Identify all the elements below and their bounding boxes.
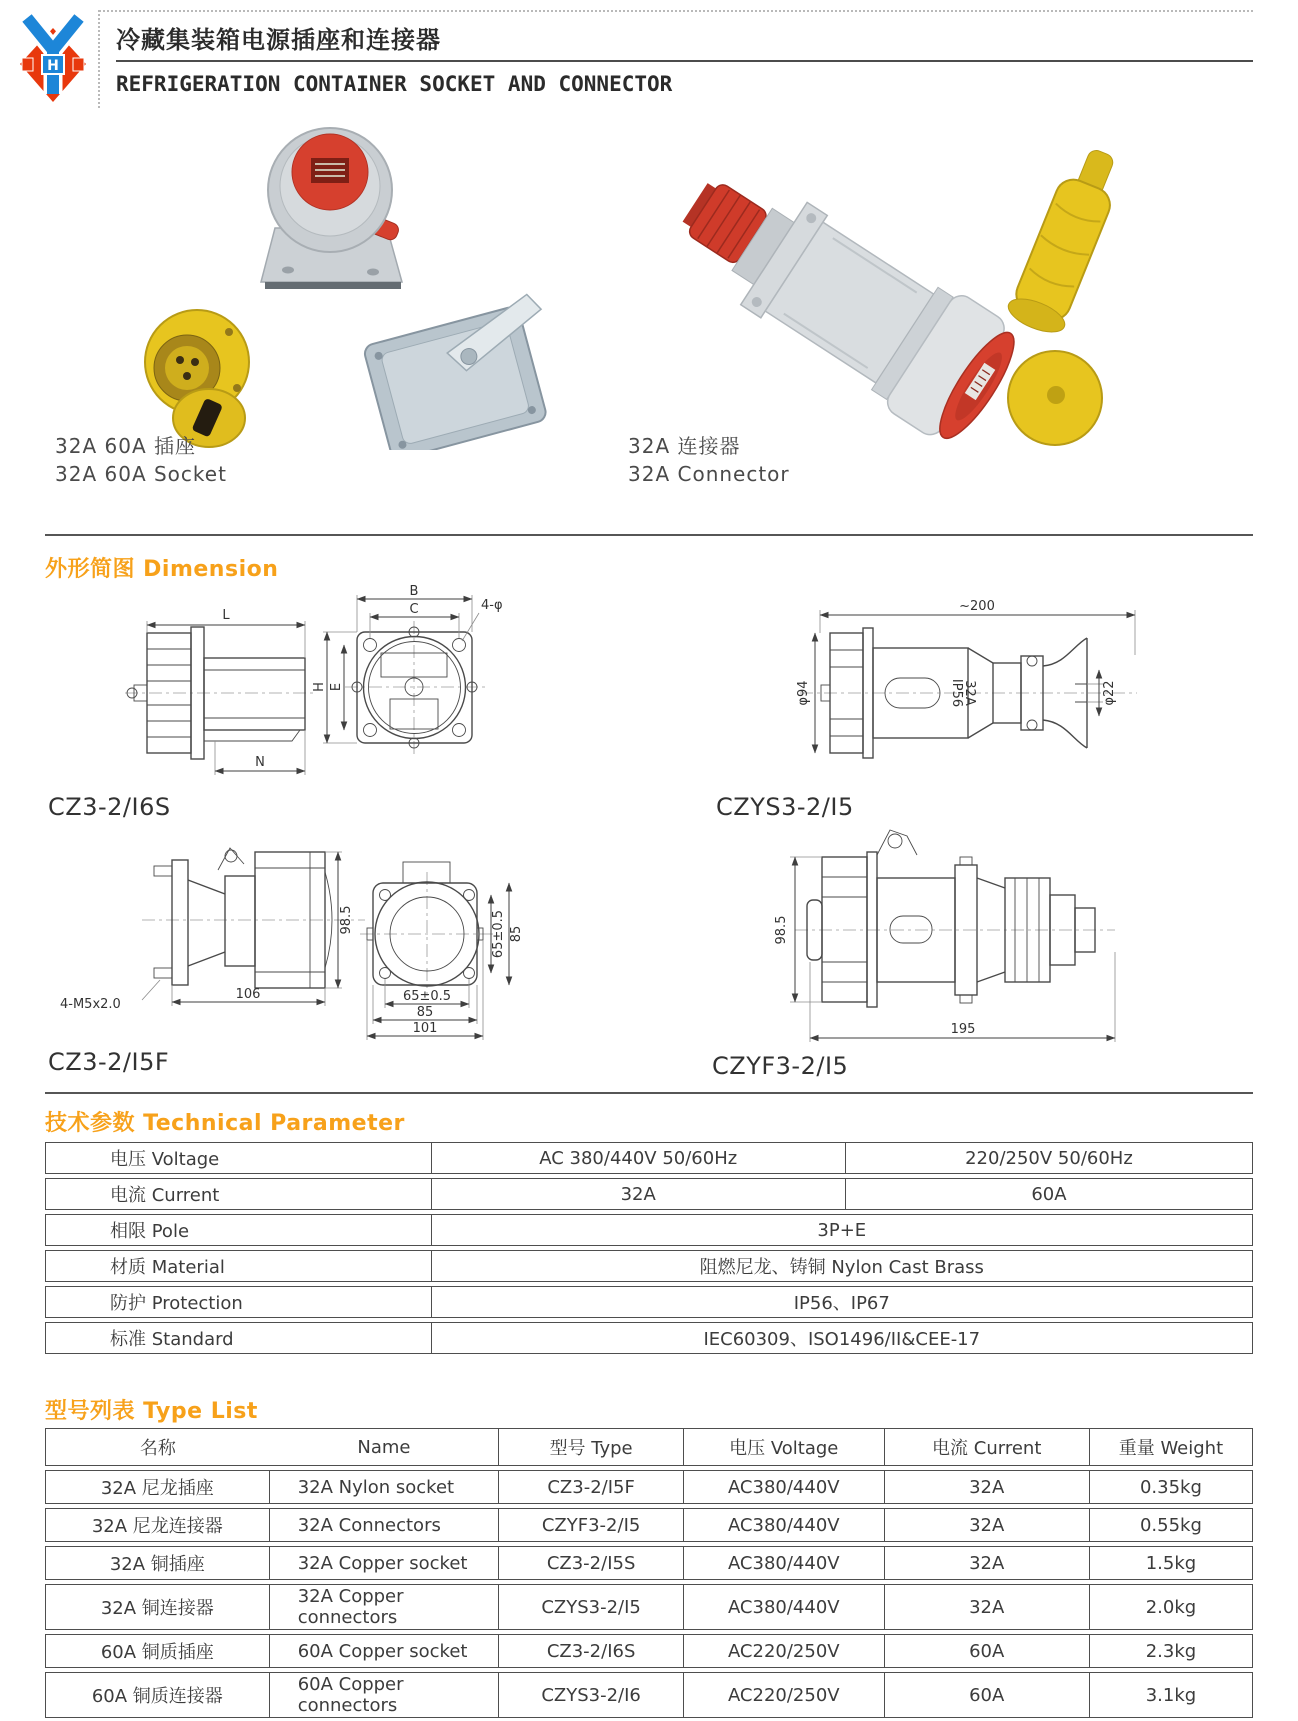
table-row xyxy=(45,1250,1253,1282)
param-label: 材质 Material xyxy=(45,1250,432,1282)
cell-voltage: AC220/250V xyxy=(684,1672,885,1718)
param-label: 电流 Current xyxy=(45,1178,432,1210)
section-heading-type-list: 型号列表 Type List xyxy=(45,1399,258,1424)
cell-voltage: AC380/440V xyxy=(684,1470,885,1504)
table-row xyxy=(45,1672,1253,1718)
table-row xyxy=(45,1546,1253,1580)
divider-photos-dimension xyxy=(45,534,1253,536)
logo-letter: H xyxy=(47,58,59,74)
cell-weight: 0.55kg xyxy=(1090,1508,1253,1542)
dim-label-e: E xyxy=(329,682,344,692)
dim-label-h: H xyxy=(312,682,327,692)
param-value: 阻燃尼龙、铸铜 Nylon Cast Brass xyxy=(432,1250,1253,1282)
caption-connector-en: 32A Connector xyxy=(628,462,790,486)
dim-label-65b: 65±0.5 xyxy=(402,989,452,1004)
cell-name-en: 60A Copper socket xyxy=(270,1634,500,1668)
col-header-weight: 重量 Weight xyxy=(1090,1428,1253,1466)
dim-label-phi22: φ22 xyxy=(1102,680,1117,706)
model-label-cz3-2-i6s: CZ3-2/I6S xyxy=(48,793,171,821)
page-title-en: REFRIGERATION CONTAINER SOCKET AND CONNECTOR xyxy=(116,72,673,96)
cell-name-en: 32A Connectors xyxy=(270,1508,500,1542)
drawing-czyf3-2-i5 xyxy=(655,800,1135,1048)
cell-name-zh: 32A 尼龙连接器 xyxy=(45,1508,270,1542)
yellow-plug-photo xyxy=(1004,141,1130,339)
table-row xyxy=(45,1214,1253,1246)
header-divider-dotted xyxy=(98,10,100,108)
cell-weight: 0.35kg xyxy=(1090,1470,1253,1504)
caption-socket-en: 32A 60A Socket xyxy=(55,462,227,486)
cell-current: 60A xyxy=(885,1634,1090,1668)
grey-socket-photo xyxy=(261,128,402,289)
table-row xyxy=(45,1470,1253,1504)
param-value: 220/250V 50/60Hz xyxy=(846,1142,1253,1174)
cell-type: CZ3-2/I6S xyxy=(499,1634,684,1668)
col-header-name-en: Name xyxy=(270,1428,500,1466)
cell-type: CZYS3-2/I6 xyxy=(499,1672,684,1718)
cell-name-zh: 32A 铜插座 xyxy=(45,1546,270,1580)
dim-label-101: 101 xyxy=(412,1021,438,1036)
col-header-current: 电流 Current xyxy=(885,1428,1090,1466)
cell-current: 32A xyxy=(885,1584,1090,1630)
dim-label-195: 195 xyxy=(950,1022,976,1037)
table-row xyxy=(45,1178,1253,1210)
section-heading-dimension: 外形简图 Dimension xyxy=(45,557,279,582)
param-label: 防护 Protection xyxy=(45,1286,432,1318)
cell-weight: 2.0kg xyxy=(1090,1584,1253,1630)
param-value: 3P+E xyxy=(432,1214,1253,1246)
drawing-cz3-2-i5f xyxy=(50,820,530,1048)
cell-name-zh: 60A 铜质连接器 xyxy=(45,1672,270,1718)
cell-name-en: 60A Copper connectors xyxy=(270,1672,500,1718)
table-row xyxy=(45,1584,1253,1630)
col-header-type: 型号 Type xyxy=(499,1428,684,1466)
grey-connector-photo xyxy=(658,144,1030,453)
model-label-czys3-2-i5: CZYS3-2/I5 xyxy=(716,793,854,821)
page-title-zh: 冷藏集装箱电源插座和连接器 xyxy=(116,26,441,54)
cell-voltage: AC380/440V xyxy=(684,1546,885,1580)
dim-label-4m5: 4-M5x2.0 xyxy=(60,997,121,1012)
photo-sockets-32a-60a xyxy=(125,110,565,450)
param-value: 32A xyxy=(432,1178,846,1210)
param-value: IP56、IP67 xyxy=(432,1286,1253,1318)
dim-label-985b: 98.5 xyxy=(774,915,789,945)
cell-type: CZYS3-2/I5 xyxy=(499,1584,684,1630)
blue-grey-socket-photo xyxy=(361,292,565,450)
cell-type: CZYF3-2/I5 xyxy=(499,1508,684,1542)
cell-voltage: AC380/440V xyxy=(684,1584,885,1630)
company-logo-icon xyxy=(12,12,94,106)
col-header-voltage: 电压 Voltage xyxy=(684,1428,885,1466)
dim-label-85b: 85 xyxy=(416,1005,434,1020)
model-label-cz3-2-i5f: CZ3-2/I5F xyxy=(48,1048,170,1076)
drawing-cz3-2-i6s xyxy=(115,583,525,793)
table-row xyxy=(45,1286,1253,1318)
model-label-czyf3-2-i5: CZYF3-2/I5 xyxy=(712,1052,849,1080)
marking-ip56: IP56 xyxy=(949,678,964,708)
table-header-row xyxy=(45,1428,1253,1466)
table-row xyxy=(45,1634,1253,1668)
table-row xyxy=(45,1322,1253,1354)
cell-current: 60A xyxy=(885,1672,1090,1718)
dim-label-106: 106 xyxy=(235,987,261,1002)
caption-connector-zh: 32A 连接器 xyxy=(628,434,741,458)
col-header-name-zh: 名称 xyxy=(45,1428,270,1466)
param-label: 相限 Pole xyxy=(45,1214,432,1246)
dim-label-200: ~200 xyxy=(959,599,995,614)
param-label: 电压 Voltage xyxy=(45,1142,432,1174)
dim-label-c: C xyxy=(409,602,419,617)
cell-name-zh: 32A 尼龙插座 xyxy=(45,1470,270,1504)
param-value: AC 380/440V 50/60Hz xyxy=(432,1142,846,1174)
cell-name-zh: 32A 铜连接器 xyxy=(45,1584,270,1630)
table-row xyxy=(45,1142,1253,1174)
cell-name-en: 32A Copper connectors xyxy=(270,1584,500,1630)
top-guide-line xyxy=(99,10,1253,12)
dim-label-4phi: 4-φ xyxy=(481,598,503,613)
drawing-czys3-2-i5 xyxy=(735,560,1155,760)
divider-dimension-technical xyxy=(45,1092,1253,1094)
cell-type: CZ3-2/I5F xyxy=(499,1470,684,1504)
cell-current: 32A xyxy=(885,1508,1090,1542)
table-row xyxy=(45,1508,1253,1542)
technical-parameter-table xyxy=(45,1138,1253,1358)
cell-weight: 2.3kg xyxy=(1090,1634,1253,1668)
param-value: 60A xyxy=(846,1178,1253,1210)
title-rule xyxy=(116,60,1253,62)
cell-voltage: AC220/250V xyxy=(684,1634,885,1668)
cell-weight: 1.5kg xyxy=(1090,1546,1253,1580)
marking-32a: 32A xyxy=(962,680,977,706)
dim-label-phi94: φ94 xyxy=(796,680,811,706)
yellow-cap-photo xyxy=(1008,351,1102,445)
dim-label-85v: 85 xyxy=(509,925,524,943)
cell-current: 32A xyxy=(885,1470,1090,1504)
caption-socket-zh: 32A 60A 插座 xyxy=(55,434,196,458)
dim-label-65v: 65±0.5 xyxy=(491,909,506,959)
cell-voltage: AC380/440V xyxy=(684,1508,885,1542)
type-list-table xyxy=(45,1424,1253,1721)
cell-name-zh: 60A 铜质插座 xyxy=(45,1634,270,1668)
dim-label-n: N xyxy=(255,755,265,770)
section-heading-technical: 技术参数 Technical Parameter xyxy=(45,1111,405,1136)
dim-label-l: L xyxy=(222,608,230,623)
yellow-socket-photo xyxy=(145,310,249,447)
dim-label-985: 98.5 xyxy=(339,905,354,935)
photo-connector-32a xyxy=(635,125,1145,465)
dim-label-b: B xyxy=(409,584,419,599)
param-label: 标准 Standard xyxy=(45,1322,432,1354)
cell-name-en: 32A Copper socket xyxy=(270,1546,500,1580)
cell-name-en: 32A Nylon socket xyxy=(270,1470,500,1504)
cell-current: 32A xyxy=(885,1546,1090,1580)
param-value: IEC60309、ISO1496/II&CEE-17 xyxy=(432,1322,1253,1354)
cell-type: CZ3-2/I5S xyxy=(499,1546,684,1580)
cell-weight: 3.1kg xyxy=(1090,1672,1253,1718)
